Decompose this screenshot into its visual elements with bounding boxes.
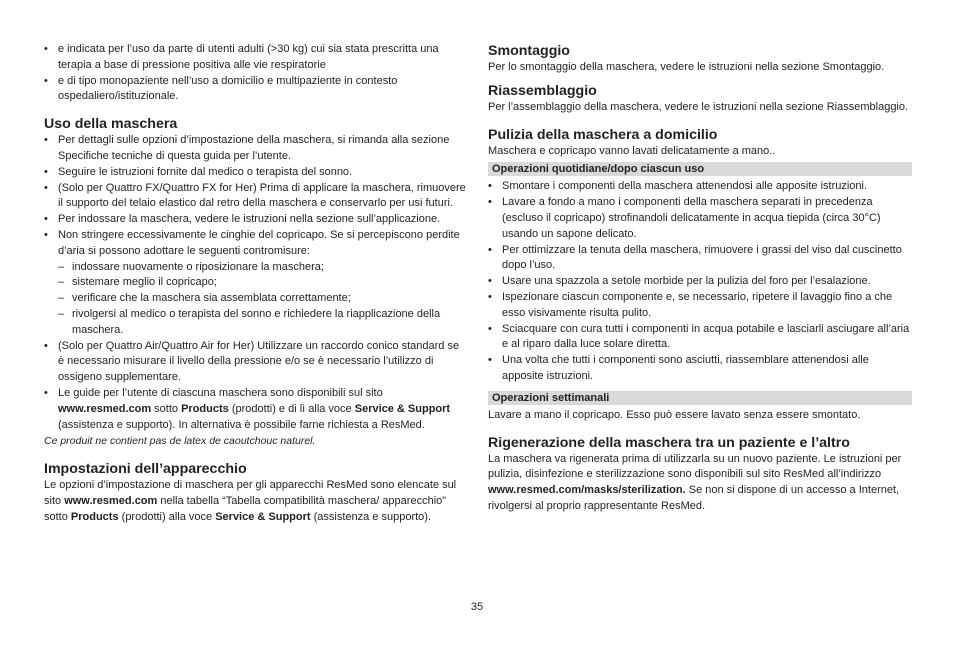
- section-riassemblaggio: [488, 82, 912, 116]
- list-item: • e indicata per l’uso da parte di utenti adulti (>30 kg) cui sia stata prescritta una terapia a base di pressione positiva alle vie respiratorie: [44, 42, 468, 74]
- subheading-daily: Operazioni quotidiane/dopo ciascun uso: [488, 162, 912, 176]
- text: nella tabella “Tabella compatibilità maschera/ apparecchio” sotto: [44, 494, 446, 523]
- daily-bullet-list: [488, 179, 912, 384]
- smontaggio-text: Per lo smontaggio della maschera, vedere le istruzioni nella sezione Smontaggio.: [488, 61, 885, 73]
- products-label: Products: [181, 402, 229, 415]
- section-impostazioni: [44, 460, 468, 525]
- section-title-riassemblaggio: Riassemblaggio: [488, 82, 597, 99]
- list-item: • Sciacquare con cura tutti i componenti in acqua potabile e lasciarli asciugare all’aria e al riparo dalla luce solare diretta.: [488, 322, 912, 354]
- resmed-link[interactable]: www.resmed.com: [58, 402, 152, 415]
- section-rigenerazione: [488, 434, 912, 515]
- subheading-weekly: Operazioni settimanali: [488, 391, 912, 405]
- list-item: • Per dettagli sulle opzioni d’impostazione della maschera, si rimanda alla sezione Specifiche tecniche di questa guida per l’utente.: [44, 133, 468, 165]
- list-item: • Una volta che tutti i componenti sono asciutti, riassemblare attenendosi alle apposite istruzioni.: [488, 353, 912, 385]
- leak-measures-list: [58, 260, 468, 339]
- guide-text: sotto: [151, 402, 182, 415]
- list-item: • Seguire le istruzioni fornite dal medico o terapista del sonno.: [44, 165, 468, 181]
- dash-item: – indossare nuovamente o riposizionare la maschera;: [58, 260, 468, 276]
- text: La maschera va rigenerata prima di utilizzarla su un nuovo paziente. Le istruzioni per pulizia, disinfezione e sterilizzazione sono disponibili sul sito ResMed all’indirizzo: [488, 452, 902, 481]
- service-support-label: Service & Support: [354, 402, 451, 415]
- pulizia-text: Maschera e copricapo vanno lavati delicatamente a mano..: [488, 144, 776, 157]
- riassemblaggio-text: Per l’assemblaggio della maschera, vedere le istruzioni nella sezione Riassemblaggio.: [488, 100, 909, 113]
- uso-bullet-list: [44, 133, 468, 433]
- list-item-leak: [44, 228, 468, 339]
- dash-item: – verificare che la maschera sia assemblata correttamente;: [58, 291, 468, 307]
- text: (prodotti) alla voce: [118, 510, 216, 523]
- left-column: [44, 42, 468, 526]
- guide-text: (prodotti) e di lì alla voce: [228, 402, 355, 415]
- section-title-impostazioni: Impostazioni dell’apparecchio: [44, 461, 247, 478]
- section-pulizia: [488, 126, 912, 424]
- section-title-rigenerazione: Rigenerazione della maschera tra un paziente e l’altro: [488, 434, 850, 451]
- right-column: [488, 42, 912, 515]
- dash-item: – rivolgersi al medico o terapista del sonno e richiedere la riapplicazione della maschera.: [58, 307, 468, 339]
- list-item: • Smontare i componenti della maschera attenendosi alle apposite istruzioni.: [488, 179, 912, 195]
- section-title-pulizia: Pulizia della maschera a domicilio: [488, 126, 718, 143]
- list-item: • Ispezionare ciascun componente e, se necessario, ripetere il lavaggio fino a che esso visivamente risulta pulito.: [488, 290, 912, 322]
- page-number: 35: [470, 601, 484, 613]
- resmed-link[interactable]: www.resmed.com: [64, 494, 158, 507]
- list-item: • Lavare a fondo a mano i componenti della maschera separati in precedenza (escluso il copricapo) strofinandoli delicatamente in acqua tiepida (circa 30°C) usando un sapone delicato.: [488, 195, 912, 242]
- text: Se non si dispone di un accesso a Internet, rivolgersi al proprio rappresentante ResMed.: [488, 484, 900, 512]
- intro-bullet-list: [44, 42, 468, 105]
- list-item-text: Non stringere eccessivamente le cinghie del copricapo. Se si percepiscono perdite d’aria si possono adottare le seguenti contromisure:: [58, 228, 460, 257]
- latex-note: Ce produit ne contient pas de latex de caoutchouc naturel.: [44, 435, 316, 448]
- section-uso: [44, 115, 468, 450]
- list-item: • Per indossare la maschera, vedere le istruzioni nella sezione sull’applicazione.: [44, 212, 468, 228]
- text: Le opzioni d’impostazione di maschera per gli apparecchi ResMed sono elencate sul sito: [44, 479, 457, 507]
- list-item: • Per ottimizzare la tenuta della maschera, rimuovere i grassi del viso dal cuscinetto dopo l’uso.: [488, 243, 912, 275]
- section-title-smontaggio: Smontaggio: [488, 43, 570, 59]
- list-item: • Usare una spazzola a setole morbide per la pulizia del foro per l’esalazione.: [488, 274, 912, 290]
- list-item-guide: [44, 386, 468, 433]
- guide-text: Le guide per l’utente di ciascuna maschera sono disponibili sul sito: [58, 386, 383, 399]
- list-item: • (Solo per Quattro Air/Quattro Air for Her) Utilizzare un raccordo conico standard se è necessario misurare il livello della pressione e/o se è necessario l’utilizzo di ossigeno supplementare.: [44, 339, 468, 386]
- list-item: • (Solo per Quattro FX/Quattro FX for Her) Prima di applicare la maschera, rimuovere il supporto del telaio elastico dal retro della maschera e conservarlo per usi futuri.: [44, 181, 468, 213]
- impostazioni-text: [44, 478, 468, 525]
- guide-text: (assistenza e supporto). In alternativa è possibile farne richiesta a ResMed.: [58, 418, 425, 431]
- dash-item: – sistemare meglio il copricapo;: [58, 275, 468, 291]
- products-label: Products: [70, 510, 119, 523]
- text: (assistenza e supporto).: [310, 510, 432, 523]
- service-support-label: Service & Support: [215, 510, 311, 523]
- sterilization-link[interactable]: www.resmed.com/masks/sterilization.: [488, 484, 686, 497]
- rigenerazione-text: [488, 452, 912, 515]
- list-item: • e di tipo monopaziente nell’uso a domicilio e multipaziente in contesto ospedaliero/istituzionale.: [44, 74, 468, 106]
- section-title-uso: Uso della maschera: [44, 116, 178, 133]
- section-smontaggio: [488, 42, 912, 76]
- weekly-text: Lavare a mano il copricapo. Esso può essere lavato senza essere smontato.: [488, 408, 861, 421]
